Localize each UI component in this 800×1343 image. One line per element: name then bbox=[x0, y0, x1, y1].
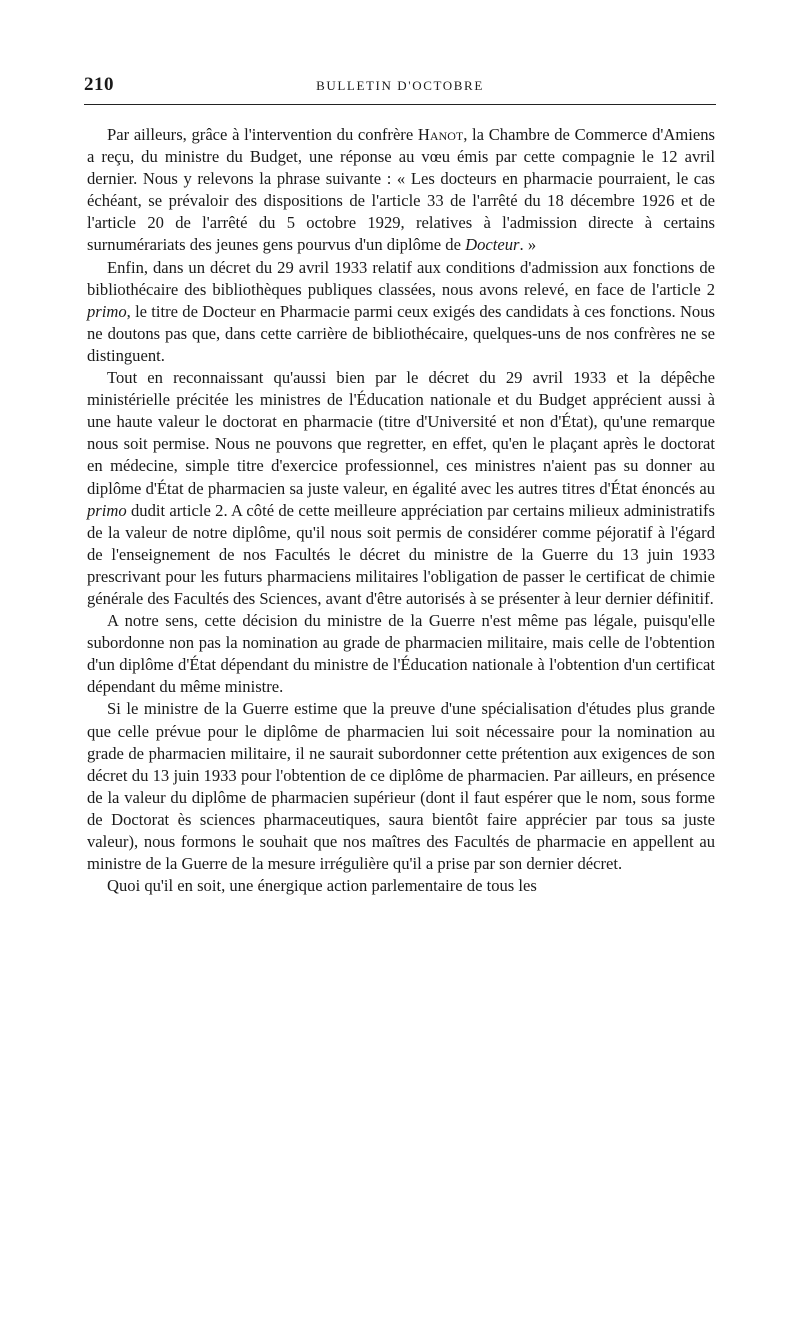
paragraph: Si le ministre de la Guerre estime que la preuve d'une spécialisation d'études plus grande que celle prévue pour le diplôme de pharmacien lui soit nécessaire pour la nomination au grade de pharmacien militaire, il ne saurait subordonner cette prétention aux exigences de son décret du 13 juin 1933 pour l'obtention de ce diplôme de pharmacien. Par ailleurs, en présence de la valeur du diplôme de pharmacien supérieur (dont il faut espérer que le nom, sous forme de Doctorat ès sciences pharmaceutiques, saura bientôt faire apprécier par tous sa juste valeur), nous formons le souhait que nos maîtres des Facultés de pharmacie en appellent au ministre de la Guerre de la mesure irrégulière qu'il a prise par son dernier décret. bbox=[87, 699, 715, 874]
paragraph: Par ailleurs, grâce à l'intervention du confrère Hanot, la Chambre de Commerce d'Amiens a reçu, du ministre du Budget, une réponse au vœu émis par cette compagnie le 12 avril dernier. Nous y relevons la phrase suivante : « Les docteurs en pharmacie pourraient, le cas échéant, se prévaloir des dispositions de l'article 33 de l'arrêté du 18 décembre 1926 et de l'article 20 de l'arrêté du 5 octobre 1929, relatives à l'admission directe à certains surnumérariats des jeunes gens pourvus d'un diplôme de Docteur. » bbox=[87, 125, 716, 255]
paragraph: Enfin, dans un décret du 29 avril 1933 relatif aux conditions d'admission aux fonctions de bibliothécaire des bibliothèques publiques classées, nous avons relevé, en face de l'article 2 primo, le titre de Docteur en Pharmacie parmi ceux exigés des candidats à ces fonctions. Nous ne doutons pas que, dans cette carrière de bibliothécaire, quelques-uns de nos confrères ne se distinguent. bbox=[87, 257, 715, 365]
italic-term: primo bbox=[87, 301, 127, 321]
paragraph: Tout en reconnaissant qu'aussi bien par le décret du 29 avril 1933 et la dépêche ministérielle précitée les ministres de l'Éducation nationale et du Budget apprécient aussi à une haute valeur le doctorat en pharmacie (titre d'Université et non d'État), qu'une remarque nous soit permise. Nous ne pouvons que regretter, en effet, qu'en le plaçant après le doctorat en médecine, simple titre d'exercice professionnel, ces ministres n'aient pas su donner au diplôme d'État de pharmacien sa juste valeur, en égalité avec les autres titres d'État énoncés au primo dudit article 2. A côté de cette meilleure appréciation par certains milieux administratifs de la valeur de notre diplôme, qu'il nous soit permis de considérer comme péjoratif à l'égard de l'enseignement de nos Facultés le décret du ministre de la Guerre du 13 juin 1933 prescrivant pour les futurs pharmaciens militaires l'obligation de passer le certificat de chimie générale des Facultés des Sciences, avant d'être autorisés à se présenter à leur dernier définitif. bbox=[87, 368, 715, 608]
page-header bbox=[84, 64, 716, 105]
italic-term: primo bbox=[87, 500, 127, 520]
author-name: Hanot bbox=[417, 125, 464, 144]
running-title: BULLETIN D'OCTOBRE bbox=[316, 78, 484, 93]
page-number: 210 bbox=[84, 74, 114, 95]
italic-term: Docteur bbox=[465, 235, 520, 255]
body-text bbox=[87, 124, 715, 897]
paragraph: Quoi qu'il en soit, une énergique action parlementaire de tous les bbox=[107, 876, 537, 896]
paragraph: A notre sens, cette décision du ministre de la Guerre n'est même pas légale, puisqu'elle subordonne non pas la nomination au grade de pharmacien militaire, mais celle de l'obtention d'un diplôme d'État dépendant du ministre de l'Éducation nationale à l'obtention d'un certificat dépendant du même ministre. bbox=[87, 611, 715, 697]
